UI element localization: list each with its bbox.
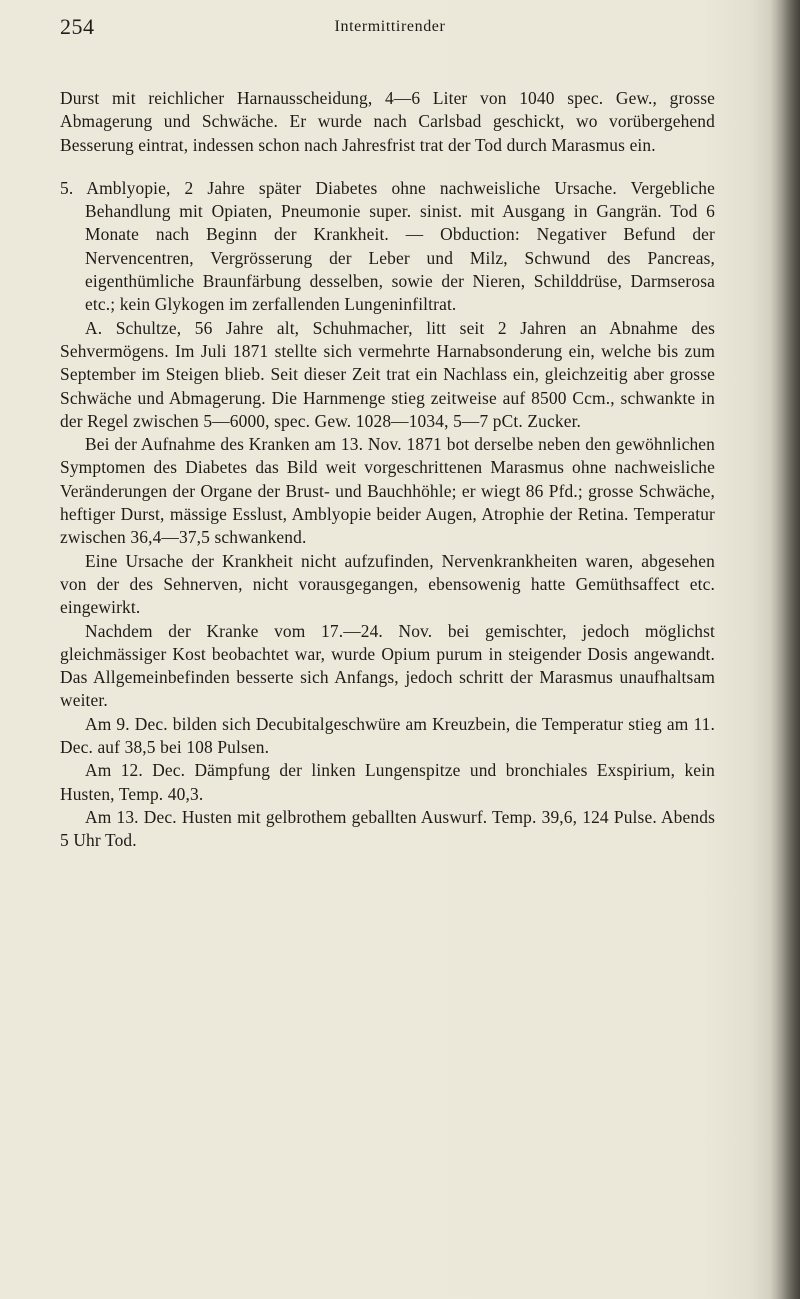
page-header <box>60 14 720 46</box>
paragraph-treatment: Nachdem der Kranke vom 17.—24. Nov. bei gemischter, jedoch möglichst gleichmässiger Kost beobachtet war, wurde Opium purum in steigender Dosis angewandt. Das Allgemeinbefinden besserte sich Anfangs, jedoch schritt der Marasmus unaufhaltsam weiter. <box>60 620 715 711</box>
paragraph-dec-12: Am 12. Dec. Dämpfung der linken Lungenspitze und bronchiales Exspirium, kein Husten, Temp. 40,3. <box>60 760 715 804</box>
paragraph-dec-13: Am 13. Dec. Husten mit gelbrothem geballten Auswurf. Temp. 39,6, 124 Pulse. Abends 5 Uhr Tod. <box>60 806 715 851</box>
page-edge-shadow <box>770 0 800 1299</box>
paragraph-intro: Durst mit reichlicher Harnausscheidung, 4—6 Liter von 1040 spec. Gew., grosse Abmagerung und Schwäche. Er wurde nach Carlsbad geschickt, wo vorübergehend Besserung eintrat, indessen schon nach Jahresfrist trat der Tod durch Marasmus ein. <box>60 88 715 155</box>
paragraph-case-5: 5. Amblyopie, 2 Jahre später Diabetes ohne nachweisliche Ursache. Vergebliche Behandlung mit Opiaten, Pneumonie super. sinist. mit Ausgang in Gangrän. Tod 6 Monate nach Beginn der Krankheit. — Obduction: Negativer Befund der Nervencentren, Vergrösserung der Leber und Milz, Schwund des Pancreas, eigenthümliche Braunfärbung desselben, sowie der Nieren, Schilddrüse, Darmserosa etc.; kein Glykogen im zerfallenden Lungeninfiltrat. <box>60 177 715 315</box>
page-number: 254 <box>60 14 95 39</box>
body-text <box>60 87 715 853</box>
paragraph-dec-9: Am 9. Dec. bilden sich Decubitalgeschwüre am Kreuzbein, die Temperatur stieg am 11. Dec. auf 38,5 bei 108 Pulsen. <box>60 713 715 758</box>
paragraph-admission: Bei der Aufnahme des Kranken am 13. Nov. 1871 bot derselbe neben den gewöhnlichen Symptomen des Diabetes das Bild weit vorgeschrittenen Marasmus ohne nachweisliche Veränderungen der Organe der Brust- und Bauchhöhle; er wiegt 86 Pfd.; grosse Schwäche, heftiger Durst, mässige Esslust, Amblyopie beider Augen, Atrophie der Retina. Temperatur zwischen 36,4—37,5 schwankend. <box>60 434 715 548</box>
running-title: Intermittirender <box>334 18 446 35</box>
paragraph-patient-history: A. Schultze, 56 Jahre alt, Schuhmacher, litt seit 2 Jahren an Abnahme des Sehvermögens. Im Juli 1871 stellte sich vermehrte Harnabsonderung ein, welche bis zum September im Steigen blieb. Seit dieser Zeit trat ein Nachlass ein, gleichzeitig aber grosse Schwäche und Abmagerung. Die Harnmenge stieg zeitweise auf 8500 Ccm., schwankte in der Regel zwischen 5—6000, spec. Gew. 1028—1034, 5—7 pCt. Zucker. <box>60 317 715 431</box>
paragraph-cause: Eine Ursache der Krankheit nicht aufzufinden, Nervenkrankheiten waren, abgesehen von der des Sehnerven, nicht vorausgegangen, ebensowenig hatte Gemüthsaffect etc. eingewirkt. <box>60 550 715 618</box>
